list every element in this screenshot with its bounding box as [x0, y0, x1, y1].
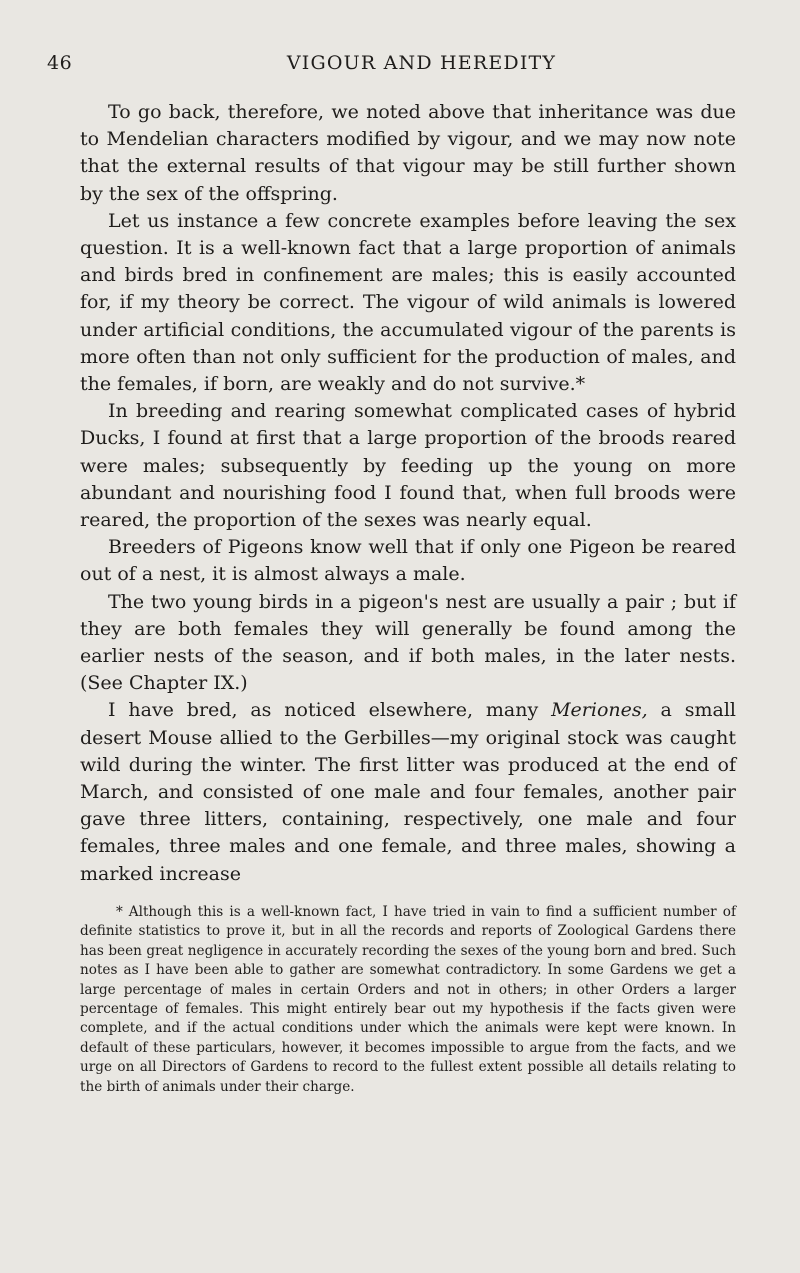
paragraph-text: In breeding and rearing somewhat complicated cases of hybrid Ducks, I found at first that a large proportion of the broods reared were males; subsequently by feeding up the young on more abundant and nourishing food I found that, when full broods were reared, the proportion of the sexes was nearly equal.	[80, 400, 736, 532]
footnote-marker: *	[116, 904, 123, 920]
paragraph	[80, 398, 736, 534]
footnote-text: Although this is a well-known fact, I have tried in vain to find a sufficient number of definite statistics to prove it, but in all the records and reports of Zoological Gardens there has been great negligence in accurately recording the sexes of the young born and bred. Such notes as I have been able to gather are somewhat contradictory. In some Gardens we get a large percentage of males in certain Orders and not in others; in other Orders a larger percentage of females. This might entirely bear out my hypothesis if the facts given were complete, and if the actual conditions under which the animals were kept were known. In default of these particulars, however, it becomes impossible to argue from the facts, and we urge on all Directors of Gardens to record to the fullest extent possible all details relating to the birth of animals under their charge.	[80, 904, 736, 1095]
paragraph	[80, 589, 736, 698]
paragraph-text: The two young birds in a pigeon's nest are usually a pair ; but if they are both females they will generally be found among the earlier nests of the season, and if both males, in the later nests. (See Chapter IX.)	[80, 590, 736, 695]
species-name: Meriones,	[551, 699, 648, 722]
paragraph	[80, 534, 736, 588]
paragraph	[80, 99, 736, 208]
footnote	[80, 903, 736, 1097]
body-text	[80, 99, 736, 888]
paragraph-text: I have bred, as noticed elsewhere, many	[108, 699, 552, 722]
paragraph-text: a small desert Mouse allied to the Gerbilles—my original stock was caught wild during the winter. The first litter was produced at the end of March, and consisted of one male and four females, another pair gave three litters, containing, respectively, one male and four females, three males and one female, and three males, showing a marked increase	[80, 699, 736, 885]
paragraph-text: Let us instance a few concrete examples before leaving the sex question. It is a well-known fact that a large proportion of animals and birds bred in confinement are males; this is easily accounted for, if my theory be correct. The vigour of wild animals is lowered under artificial conditions, the accumulated vigour of the parents is more often than not only sufficient for the production of males, and the females, if born, are weakly and do not survive.*	[80, 209, 736, 396]
footnotes	[80, 903, 736, 1097]
paragraph-text: Breeders of Pigeons know well that if only one Pigeon be reared out of a nest, it is almost always a male.	[80, 536, 736, 586]
running-head	[47, 52, 760, 82]
paragraph	[80, 697, 736, 887]
page-number: 46	[47, 52, 73, 74]
paragraph-text: To go back, therefore, we noted above that inheritance was due to Mendelian characters modified by vigour, and we may now note that the external results of that vigour may be still further shown by the sex of the offspring.	[80, 101, 736, 205]
running-title: VIGOUR AND HEREDITY	[286, 52, 557, 74]
paragraph	[80, 208, 736, 398]
